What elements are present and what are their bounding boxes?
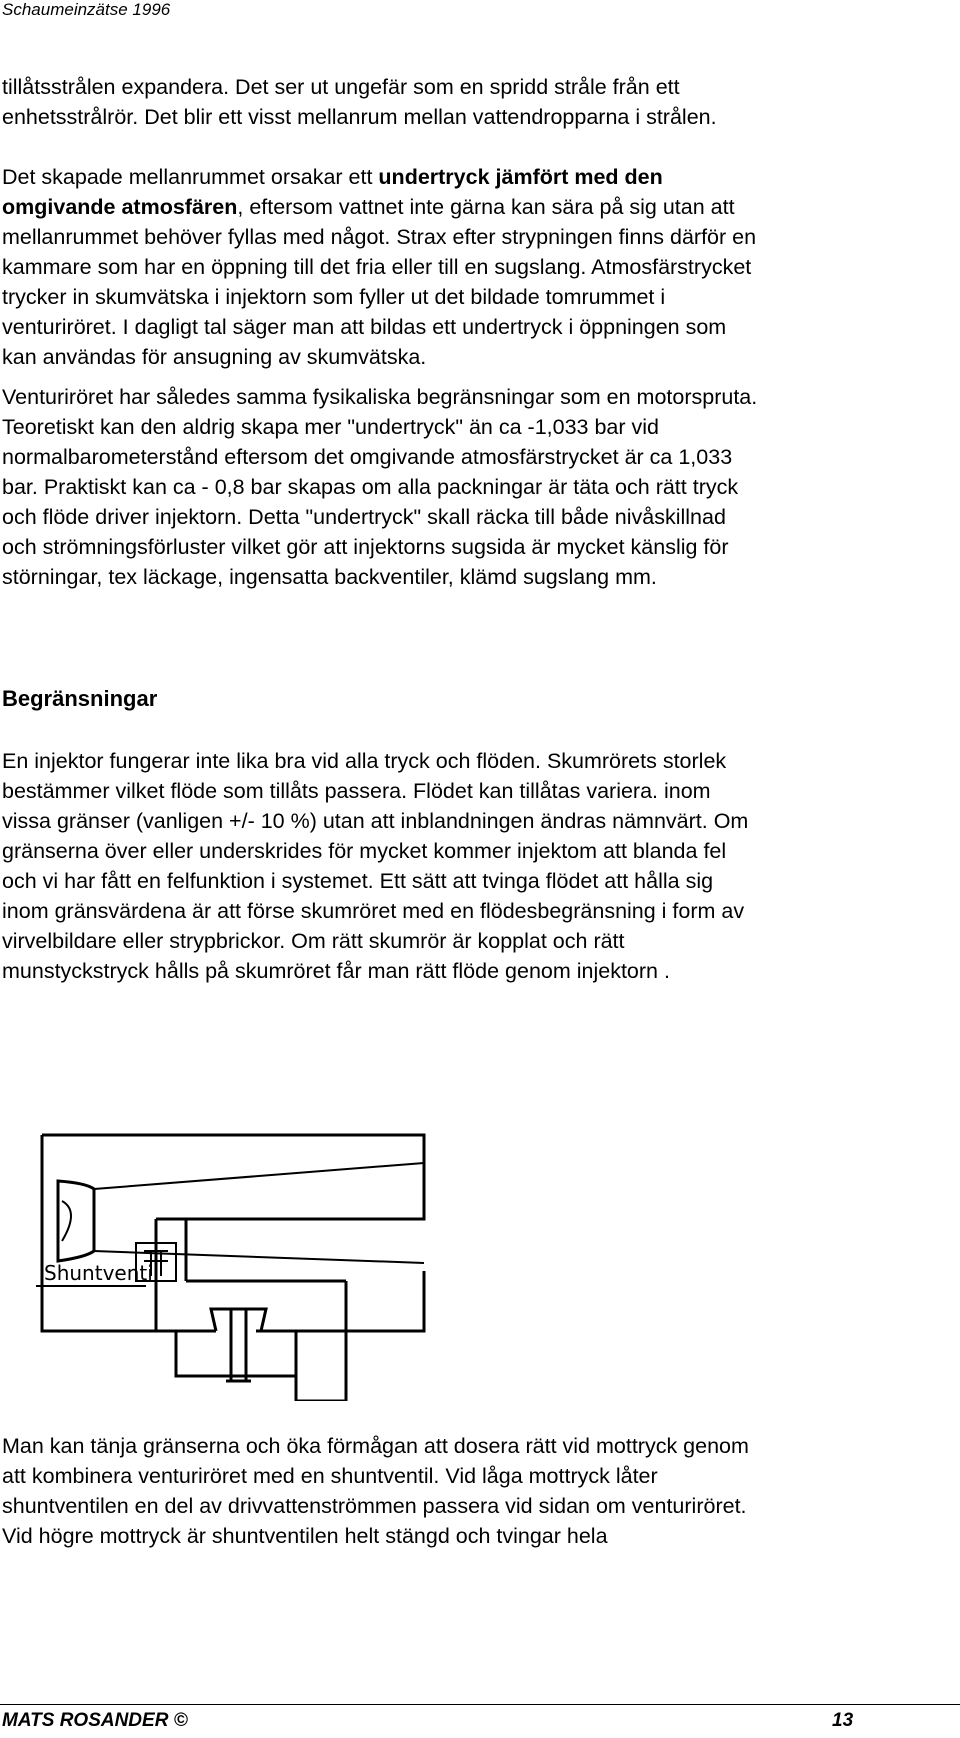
text-line: kan användas för ansugning av skumvätska. (2, 345, 427, 369)
text-line: inom gränsvärdena är att förse skumröret med en flödesbegränsning i form av (2, 899, 745, 923)
text-line: Venturiröret har således samma fysikaliska begränsningar som en motorspruta. (2, 385, 758, 409)
figure-label: Shuntventil (44, 1261, 159, 1285)
shunt-valve (211, 1309, 266, 1381)
text-line: Man kan tänja gränserna och öka förmågan att dosera rätt vid mottryck genom (2, 1434, 749, 1458)
text-line: shuntventilen en del av drivvattenströmmen passera vid sidan om venturiröret. (2, 1494, 747, 1518)
venturi-cone (94, 1163, 424, 1263)
text-line: virvelbildare eller strypbrickor. Om rätt skumrör är kopplat och rätt (2, 929, 625, 953)
text-line: bar. Praktiskt kan ca - 0,8 bar skapas om alla packningar är täta och rätt tryck (2, 475, 739, 499)
running-header: Schaumeinzätse 1996 (2, 0, 171, 19)
text-line: kammare som har en öppning till det fria eller till en sugslang. Atmosfärstrycket (2, 255, 752, 279)
text-line: enhetsstrålrör. Det blir ett visst mellanrum mellan vattendropparna i strålen. (2, 105, 717, 129)
text-line: Vid högre mottryck är shuntventilen helt stängd och tvingar hela (2, 1524, 608, 1548)
text-line: störningar, tex läckage, ingensatta backventiler, klämd sugslang mm. (2, 565, 657, 589)
paragraph-1 (2, 72, 958, 132)
paragraph-5 (2, 1431, 958, 1551)
text-line (2, 162, 958, 192)
nozzle (58, 1181, 94, 1261)
paragraph-4 (2, 746, 958, 986)
text-span: , eftersom vattnet inte gärna kan sära på sig utan att (237, 195, 735, 219)
text-line: och strömningsförluster vilket gör att injektorns sugsida är mycket känslig för (2, 535, 729, 559)
text-line: mellanrummet behöver fyllas med något. Strax efter strypningen finns därför en (2, 225, 757, 249)
lower-housing (176, 1331, 296, 1376)
text-line: trycker in skumvätska i injektorn som fyller ut det bildade tomrummet i (2, 285, 666, 309)
text-line: venturiröret. I dagligt tal säger man att bildas ett undertryck i öppningen som (2, 315, 727, 339)
venturi-body-outline (42, 1135, 424, 1331)
shunt-valve-diagram (36, 1131, 426, 1401)
footer-rule (0, 1704, 960, 1705)
section-heading: Begränsningar (2, 686, 158, 711)
text-line: normalbarometerstånd eftersom det omgivande atmosfärstrycket är ca 1,033 (2, 445, 733, 469)
page-number: 13 (832, 1710, 854, 1731)
text-line: Teoretiskt kan den aldrig skapa mer "undertryck" än ca -1,033 bar vid (2, 415, 660, 439)
text-line: tillåtsstrålen expandera. Det ser ut ungefär som en spridd stråle från ett (2, 75, 680, 99)
paragraph-2 (2, 162, 958, 372)
text-span: Det skapade mellanrummet orsakar ett (2, 165, 379, 189)
text-line: och vi har fått en felfunktion i systemet. Ett sätt att tvinga flödet att hålla sig (2, 869, 714, 893)
text-line: munstyckstryck hålls på skumröret får man rätt flöde genom injektorn . (2, 959, 670, 983)
bold-text: omgivande atmosfären (2, 195, 238, 219)
text-line: gränserna över eller underskrides för mycket kommer injektom att blanda fel (2, 839, 727, 863)
text-line (2, 192, 958, 222)
text-line: att kombinera venturiröret med en shuntventil. Vid låga mottryck låter (2, 1464, 658, 1488)
bold-text: undertryck jämfört med den (378, 165, 663, 189)
text-line: bestämmer vilket flöde som tillåts passera. Flödet kan tillåtas variera. inom (2, 779, 711, 803)
text-line: En injektor fungerar inte lika bra vid alla tryck och flöden. Skumrörets storlek (2, 749, 727, 773)
text-line: och flöde driver injektorn. Detta "undertryck" skall räcka till både nivåskillnad (2, 505, 726, 529)
text-line: vissa gränser (vanligen +/- 10 %) utan att inblandningen ändras nämnvärt. Om (2, 809, 749, 833)
shunt-channel (156, 1219, 346, 1331)
footer-author: MATS ROSANDER © (2, 1710, 188, 1731)
paragraph-3 (2, 382, 958, 592)
